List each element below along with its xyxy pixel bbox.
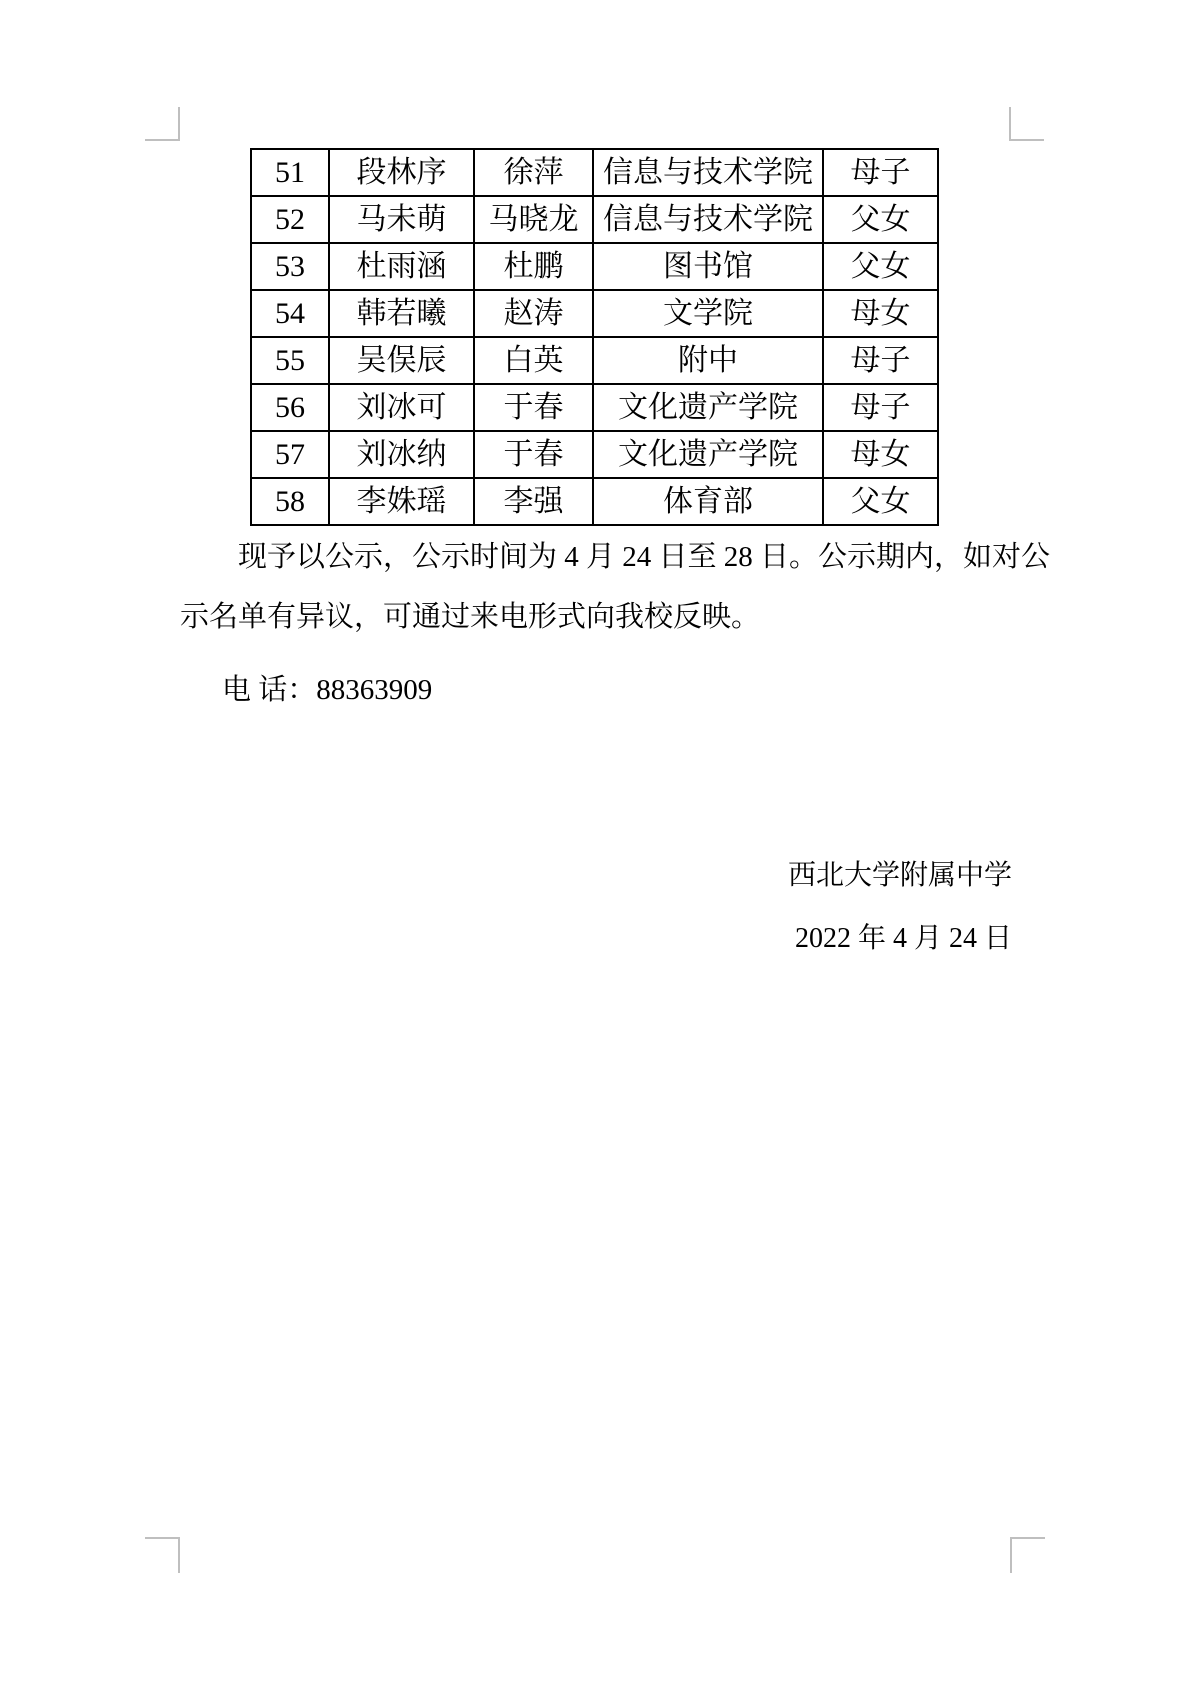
cell-unit: 附中 xyxy=(593,337,823,384)
cell-parent-name: 杜鹏 xyxy=(474,243,593,290)
signature-organization: 西北大学附属中学 xyxy=(787,860,1012,891)
cell-student-name: 马未萌 xyxy=(329,196,474,243)
cell-unit: 文化遗产学院 xyxy=(593,431,823,478)
cell-student-name: 段林序 xyxy=(329,149,474,196)
table-row xyxy=(251,337,938,384)
signature-date: 2022 年 4 月 24 日 xyxy=(794,923,1012,954)
table-row xyxy=(251,431,938,478)
cell-student-name: 李姝瑶 xyxy=(329,478,474,525)
cell-student-name: 杜雨涵 xyxy=(329,243,474,290)
cell-unit: 文学院 xyxy=(593,290,823,337)
cell-no: 57 xyxy=(251,431,329,478)
cell-unit: 信息与技术学院 xyxy=(593,149,823,196)
cell-unit: 图书馆 xyxy=(593,243,823,290)
table-row xyxy=(251,243,938,290)
cell-no: 53 xyxy=(251,243,329,290)
cell-parent-name: 徐萍 xyxy=(474,149,593,196)
table-row xyxy=(251,478,938,525)
cell-student-name: 刘冰纳 xyxy=(329,431,474,478)
phone-number-line: 电 话：88363909 xyxy=(222,674,433,706)
cell-parent-name: 于春 xyxy=(474,431,593,478)
margin-crop-mark-top-left xyxy=(145,107,180,141)
cell-relation: 母子 xyxy=(823,384,938,431)
cell-unit: 信息与技术学院 xyxy=(593,196,823,243)
cell-relation: 母女 xyxy=(823,431,938,478)
cell-student-name: 韩若曦 xyxy=(329,290,474,337)
roster-table xyxy=(250,148,939,526)
cell-relation: 母子 xyxy=(823,337,938,384)
cell-relation: 父女 xyxy=(823,243,938,290)
cell-no: 55 xyxy=(251,337,329,384)
cell-parent-name: 马晓龙 xyxy=(474,196,593,243)
table-row xyxy=(251,290,938,337)
margin-crop-mark-bottom-left xyxy=(145,1537,180,1573)
cell-unit: 文化遗产学院 xyxy=(593,384,823,431)
table-row xyxy=(251,384,938,431)
notice-paragraph-line-2: 示名单有异议，可通过来电形式向我校反映。 xyxy=(180,601,761,633)
cell-parent-name: 李强 xyxy=(474,478,593,525)
cell-relation: 母子 xyxy=(823,149,938,196)
cell-no: 51 xyxy=(251,149,329,196)
cell-parent-name: 赵涛 xyxy=(474,290,593,337)
table-row xyxy=(251,196,938,243)
table-row xyxy=(251,149,938,196)
margin-crop-mark-bottom-right xyxy=(1010,1537,1045,1573)
cell-parent-name: 于春 xyxy=(474,384,593,431)
cell-no: 52 xyxy=(251,196,329,243)
cell-relation: 父女 xyxy=(823,478,938,525)
cell-relation: 父女 xyxy=(823,196,938,243)
notice-paragraph-line-1: 现予以公示，公示时间为 4 月 24 日至 28 日。公示期内，如对公 xyxy=(238,541,1051,573)
cell-unit: 体育部 xyxy=(593,478,823,525)
cell-no: 58 xyxy=(251,478,329,525)
cell-relation: 母女 xyxy=(823,290,938,337)
cell-student-name: 吴俣辰 xyxy=(329,337,474,384)
cell-no: 54 xyxy=(251,290,329,337)
cell-no: 56 xyxy=(251,384,329,431)
cell-parent-name: 白英 xyxy=(474,337,593,384)
cell-student-name: 刘冰可 xyxy=(329,384,474,431)
margin-crop-mark-top-right xyxy=(1009,107,1044,141)
